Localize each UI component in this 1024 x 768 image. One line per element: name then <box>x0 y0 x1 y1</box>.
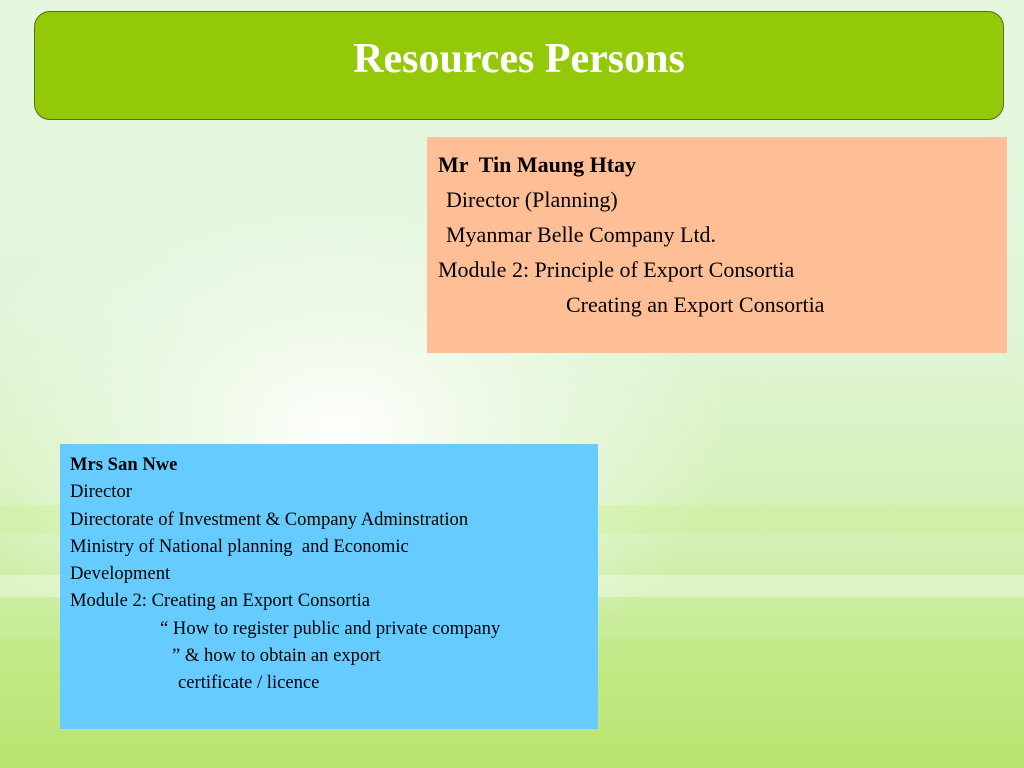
person-module: Module 2: Creating an Export Consortia <box>70 590 371 612</box>
person-topic-line3: certificate / licence <box>178 672 320 694</box>
person-name: Mrs San Nwe <box>70 454 178 475</box>
person-role: Director (Planning) <box>446 187 618 212</box>
person-module: Module 2: Principle of Export Consortia <box>438 257 795 282</box>
resource-person-card-san-nwe <box>60 444 598 729</box>
person-ministry-line1: Ministry of National planning and Economic <box>70 535 409 557</box>
resource-person-card-tin-maung-htay <box>427 137 1007 353</box>
person-company: Myanmar Belle Company Ltd. <box>446 222 717 247</box>
slide-title: Resources Persons <box>353 35 685 82</box>
person-role: Director <box>70 481 132 503</box>
person-name: Mr Tin Maung Htay <box>438 152 637 177</box>
person-module-subtopic: Creating an Export Consortia <box>566 292 825 317</box>
person-topic-line2: ” & how to obtain an export <box>172 645 381 667</box>
title-banner <box>34 11 1004 120</box>
person-topic-line1: “ How to register public and private company <box>160 617 501 639</box>
person-department: Directorate of Investment & Company Adminstration <box>70 508 469 530</box>
person-ministry-line2: Development <box>70 563 171 585</box>
